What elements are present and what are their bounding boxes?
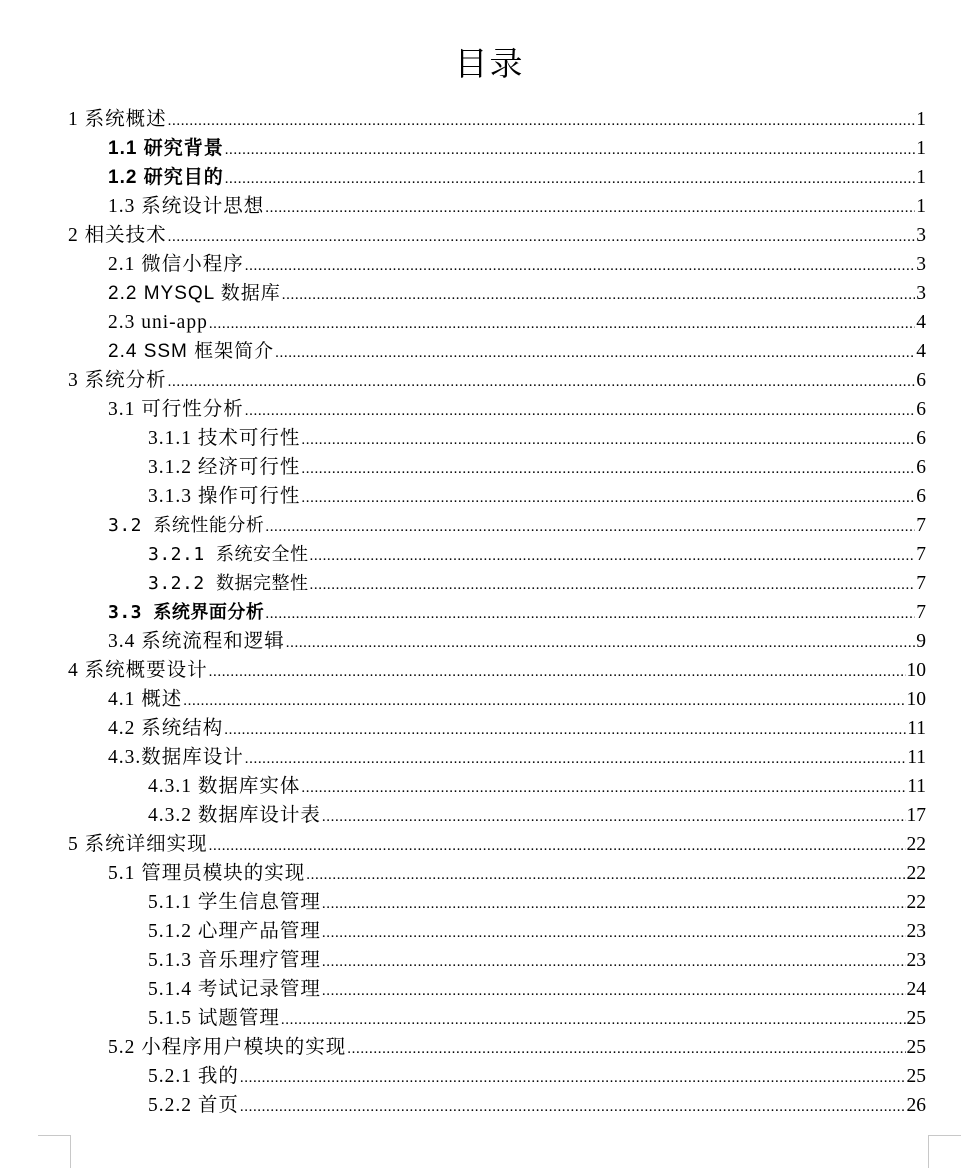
toc-page-number: 11: [907, 747, 926, 768]
toc-entry-1-2[interactable]: [108, 163, 926, 192]
toc-dot-leader: [209, 832, 906, 861]
toc-entry-3-2-1[interactable]: [148, 540, 926, 569]
toc-dot-leader: [310, 542, 916, 571]
toc-entry-label: 3.1 可行性分析: [108, 399, 244, 420]
toc-entry-4-3[interactable]: [108, 743, 926, 772]
toc-page-number: 6: [916, 399, 926, 420]
toc-entry-label: 1 系统概述: [68, 109, 167, 130]
toc-page-number: 4: [916, 312, 926, 333]
toc-dot-leader: [301, 455, 915, 484]
toc-dot-leader: [209, 658, 906, 687]
toc-page-number: 22: [906, 834, 926, 855]
toc-page-number: 11: [907, 776, 926, 797]
toc-entry-label: 2.3 uni-app: [108, 312, 208, 333]
toc-dot-leader: [301, 426, 915, 455]
toc-entry-label: 4.3.数据库设计: [108, 747, 244, 768]
toc-entry-5-1-5[interactable]: [148, 1004, 926, 1033]
toc-entry-3-1[interactable]: [108, 395, 926, 424]
toc-page-number: 6: [916, 457, 926, 478]
toc-entry-5-1-1[interactable]: [148, 888, 926, 917]
toc-entry-1[interactable]: [68, 105, 926, 134]
toc-entry-label: 5.1.4 考试记录管理: [148, 979, 321, 1000]
toc-page-number: 22: [906, 863, 926, 884]
toc-entry-3-2[interactable]: [108, 511, 926, 540]
toc-dot-leader: [265, 513, 915, 542]
toc-dot-leader: [245, 252, 915, 281]
toc-entry-3-4[interactable]: [108, 627, 926, 656]
toc-dot-leader: [282, 281, 915, 310]
toc-dot-leader: [301, 484, 915, 513]
toc-dot-leader: [275, 339, 915, 368]
toc-entry-4-2[interactable]: [108, 714, 926, 743]
toc-page-number: 10: [906, 689, 926, 710]
toc-dot-leader: [306, 861, 905, 890]
toc-dot-leader: [224, 716, 906, 745]
toc-entry-label: 4.3.2 数据库设计表: [148, 805, 321, 826]
toc-page-number: 1: [916, 167, 926, 188]
toc-entry-2-4[interactable]: [108, 337, 926, 366]
toc-entry-label: 3.2.2 数据完整性: [148, 573, 309, 594]
toc-page-number: 3: [916, 225, 926, 246]
toc-entry-label: 3.2 系统性能分析: [108, 515, 265, 536]
toc-entry-5-1-2[interactable]: [148, 917, 926, 946]
toc-page-number: 25: [906, 1066, 926, 1087]
toc-entry-label: 1.2 研究目的: [108, 167, 224, 188]
toc-entry-label: 2.1 微信小程序: [108, 254, 244, 275]
toc-page-number: 23: [906, 921, 926, 942]
toc-page-number: 7: [916, 602, 926, 623]
toc-dot-leader: [225, 136, 916, 165]
toc-entry-label: 5.2.1 我的: [148, 1066, 239, 1087]
toc-page-number: 26: [906, 1095, 926, 1116]
toc-entry-3-1-1[interactable]: [148, 424, 926, 453]
toc-page-number: 10: [906, 660, 926, 681]
toc-entry-label: 4.2 系统结构: [108, 718, 224, 739]
toc-entry-5-1[interactable]: [108, 859, 926, 888]
toc-entry-5-1-4[interactable]: [148, 975, 926, 1004]
toc-dot-leader: [240, 1064, 906, 1093]
toc-entry-1-3[interactable]: [108, 192, 926, 221]
toc-page-number: 6: [916, 486, 926, 507]
toc-dot-leader: [265, 194, 915, 223]
toc-dot-leader: [240, 1093, 906, 1122]
toc-page-number: 7: [916, 573, 926, 594]
toc-page-number: 17: [906, 805, 926, 826]
toc-entry-label: 3.4 系统流程和逻辑: [108, 631, 285, 652]
toc-entry-label: 2.2 MYSQL 数据库: [108, 283, 281, 304]
toc-entry-5-2[interactable]: [108, 1033, 926, 1062]
toc-entry-label: 3 系统分析: [68, 370, 167, 391]
toc-dot-leader: [286, 629, 915, 658]
toc-entry-label: 5.1.5 试题管理: [148, 1008, 280, 1029]
toc-page-number: 6: [916, 370, 926, 391]
toc-dot-leader: [322, 919, 906, 948]
page-corner-mark-right: [928, 1135, 961, 1168]
page-title: 目录: [454, 44, 525, 83]
toc-dot-leader: [168, 107, 916, 136]
toc-entry-4-3-1[interactable]: [148, 772, 926, 801]
toc-entry-5[interactable]: [68, 830, 926, 859]
toc-entry-label: 4 系统概要设计: [68, 660, 208, 681]
toc-page-number: 7: [916, 515, 926, 536]
toc-dot-leader: [322, 977, 906, 1006]
toc-page-number: 25: [906, 1037, 926, 1058]
toc-page-number: 1: [916, 109, 926, 130]
toc-page-number: 3: [916, 254, 926, 275]
toc-entry-label: 5.1.3 音乐理疗管理: [148, 950, 321, 971]
toc-entry-3-3[interactable]: [108, 598, 926, 627]
toc-page-number: 24: [906, 979, 926, 1000]
toc-entry-3-2-2[interactable]: [148, 569, 926, 598]
toc-dot-leader: [322, 948, 906, 977]
toc-entry-label: 4.1 概述: [108, 689, 183, 710]
toc-entry-3-1-3[interactable]: [148, 482, 926, 511]
toc-entry-5-2-1[interactable]: [148, 1062, 926, 1091]
toc-entry-label: 2.4 SSM 框架简介: [108, 341, 275, 362]
toc-page-number: 7: [916, 544, 926, 565]
toc-dot-leader: [301, 774, 906, 803]
toc-entry-label: 5 系统详细实现: [68, 834, 208, 855]
toc-page-number: 1: [916, 138, 926, 159]
toc-page-number: 6: [916, 428, 926, 449]
toc-entry-4[interactable]: [68, 656, 926, 685]
page-corner-mark-left: [38, 1135, 71, 1168]
toc-page-number: 3: [916, 283, 926, 304]
toc-entry-label: 2 相关技术: [68, 225, 167, 246]
toc-dot-leader: [209, 310, 915, 339]
toc-page-number: 22: [906, 892, 926, 913]
toc-dot-leader: [322, 803, 906, 832]
toc-dot-leader: [310, 571, 916, 600]
toc-entry-label: 5.2.2 首页: [148, 1095, 239, 1116]
toc-entry-2-2[interactable]: [108, 279, 926, 308]
toc-page-number: 1: [916, 196, 926, 217]
toc-entry-label: 3.1.3 操作可行性: [148, 486, 301, 507]
toc-entry-label: 3.3 系统界面分析: [108, 602, 265, 623]
toc-entry-label: 3.1.2 经济可行性: [148, 457, 301, 478]
toc-entry-label: 4.3.1 数据库实体: [148, 776, 301, 797]
toc-dot-leader: [347, 1035, 905, 1064]
toc-dot-leader: [168, 368, 916, 397]
toc-dot-leader: [245, 397, 915, 426]
toc-entry-2-3[interactable]: [108, 308, 926, 337]
toc-entry-label: 5.1 管理员模块的实现: [108, 863, 306, 884]
toc-entry-5-1-3[interactable]: [148, 946, 926, 975]
toc-entry-3-1-2[interactable]: [148, 453, 926, 482]
toc-dot-leader: [168, 223, 916, 252]
toc-entry-4-1[interactable]: [108, 685, 926, 714]
toc-dot-leader: [265, 600, 915, 629]
toc-page-number: 9: [916, 631, 926, 652]
toc-entry-3[interactable]: [68, 366, 926, 395]
toc-entry-label: 3.2.1 系统安全性: [148, 544, 309, 565]
toc-entry-2[interactable]: [68, 221, 926, 250]
toc-dot-leader: [183, 687, 905, 716]
toc-entry-label: 1.3 系统设计思想: [108, 196, 265, 217]
toc-entry-1-1[interactable]: [108, 134, 926, 163]
toc-dot-leader: [322, 890, 906, 919]
toc-entry-label: 5.1.1 学生信息管理: [148, 892, 321, 913]
toc-dot-leader: [281, 1006, 906, 1035]
toc-dot-leader: [225, 165, 916, 194]
toc-dot-leader: [245, 745, 906, 774]
toc-page-number: 4: [916, 341, 926, 362]
toc-entry-2-1[interactable]: [108, 250, 926, 279]
toc-entry-4-3-2[interactable]: [148, 801, 926, 830]
toc-entry-label: 1.1 研究背景: [108, 138, 224, 159]
toc-page-number: 23: [906, 950, 926, 971]
toc-entry-label: 3.1.1 技术可行性: [148, 428, 301, 449]
toc-page-number: 11: [907, 718, 926, 739]
toc-page-number: 25: [906, 1008, 926, 1029]
toc-entry-label: 5.1.2 心理产品管理: [148, 921, 321, 942]
toc-entry-5-2-2[interactable]: [148, 1091, 926, 1120]
toc-entry-label: 5.2 小程序用户模块的实现: [108, 1037, 347, 1058]
